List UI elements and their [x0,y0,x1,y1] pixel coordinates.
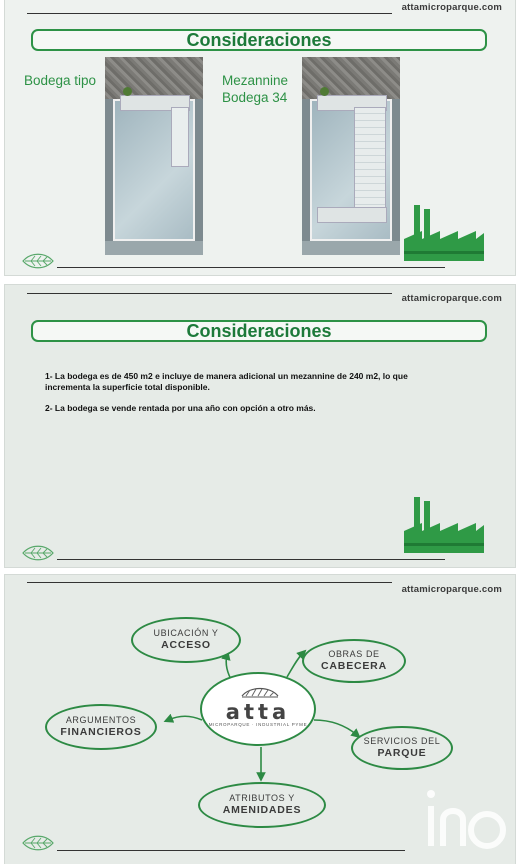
top-divider [27,293,392,294]
node-line-1: SERVICIOS DEL [363,736,441,746]
logo-icon [240,684,280,702]
leaf-icon [21,544,55,562]
site-url: attamicroparque.com [401,2,502,13]
note-1-line-2: incrementa la superficie total disponible. [45,382,210,392]
caption-mezannine: Mezannine [222,73,289,88]
node-line-2: ACCESO [161,639,211,651]
center-logo-node [200,672,316,746]
node-ubicacion-acceso [131,617,241,663]
node-line-1: ATRIBUTOS Y [229,793,295,803]
node-servicios-parque [351,726,453,770]
node-line-1: ARGUMENTOS [65,715,137,725]
node-line-1: OBRAS DE [328,649,380,659]
slide-title-box [31,29,487,51]
logo-text: atta [225,700,291,724]
factory-icon [402,495,486,553]
floor-plan-bodega-tipo [105,57,203,255]
watermark-logo-icon [423,786,509,860]
node-obras-cabecera [302,639,406,683]
bottom-divider [57,850,405,851]
node-argumentos-financieros [45,704,157,750]
slide-mindmap [5,575,515,864]
slide-considerations-notes [5,285,515,567]
node-line-2: AMENIDADES [222,804,302,816]
site-url: attamicroparque.com [401,584,502,595]
bottom-divider [57,559,445,560]
floor-plan-mezannine [302,57,400,255]
logo-subtitle: MICROPARQUE · INDUSTRIAL PYME [208,722,308,727]
node-line-2: FINANCIEROS [60,726,142,738]
note-2: 2- La bodega se vende rentada por una año con opción a otro más. [45,403,316,413]
leaf-icon [21,834,55,852]
slide-title: Consideraciones [186,30,332,50]
slide-title: Consideraciones [186,321,332,341]
site-url: attamicroparque.com [401,293,502,304]
node-atributos-amenidades [198,782,326,828]
note-1-line-1: 1- La bodega es de 450 m2 e incluye de manera adicional un mezannine de 240 m2, lo que [45,371,408,381]
bottom-divider [57,267,445,268]
factory-icon [402,203,486,261]
caption-bodega-34: Bodega 34 [222,90,288,105]
leaf-icon [21,252,55,270]
slide-title-box [31,320,487,342]
top-divider [27,13,392,14]
node-line-1: UBICACIÓN Y [153,628,219,638]
slide-bodega-plans [5,0,515,275]
node-line-2: PARQUE [377,747,427,759]
node-line-2: CABECERA [321,660,387,672]
caption-bodega-tipo: Bodega tipo [24,73,97,88]
